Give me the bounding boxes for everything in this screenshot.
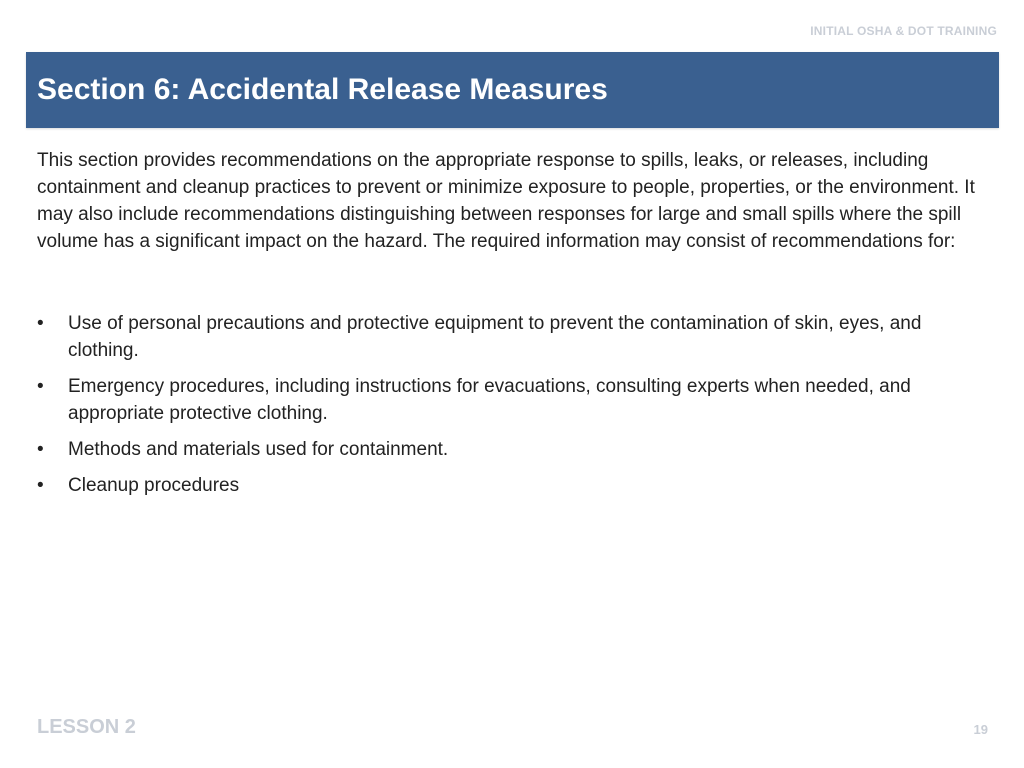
title-bar	[26, 52, 999, 128]
list-item-text: Methods and materials used for containment.	[68, 439, 449, 460]
page-number: 19	[973, 722, 988, 737]
bullet-icon: •	[37, 475, 44, 496]
bullet-icon: •	[37, 376, 44, 397]
list-item	[37, 310, 997, 364]
list-item	[37, 373, 997, 427]
list-item	[37, 472, 997, 499]
list-item-text: Use of personal precautions and protective equipment to prevent the contamination of skin, eyes, and clothing.	[68, 313, 922, 361]
bullet-icon: •	[37, 439, 44, 460]
bullet-icon: •	[37, 313, 44, 334]
list-item-text: Cleanup procedures	[68, 475, 240, 496]
slide-title: Section 6: Accidental Release Measures	[37, 73, 608, 106]
bullet-list	[37, 310, 997, 508]
lesson-label: LESSON 2	[37, 716, 136, 738]
list-item-text: Emergency procedures, including instructions for evacuations, consulting experts when needed, and appropriate protective clothing.	[68, 376, 911, 424]
list-item	[37, 436, 997, 463]
intro-paragraph: This section provides recommendations on the appropriate response to spills, leaks, or releases, including containment and cleanup practices to prevent or minimize exposure to people, properties, or the environment. It may also include recommendations distinguishing between responses for large and small spills where the spill volume has a significant impact on the hazard. The required information may consist of recommendations for:	[37, 150, 975, 252]
course-label: INITIAL OSHA & DOT TRAINING	[810, 24, 997, 38]
